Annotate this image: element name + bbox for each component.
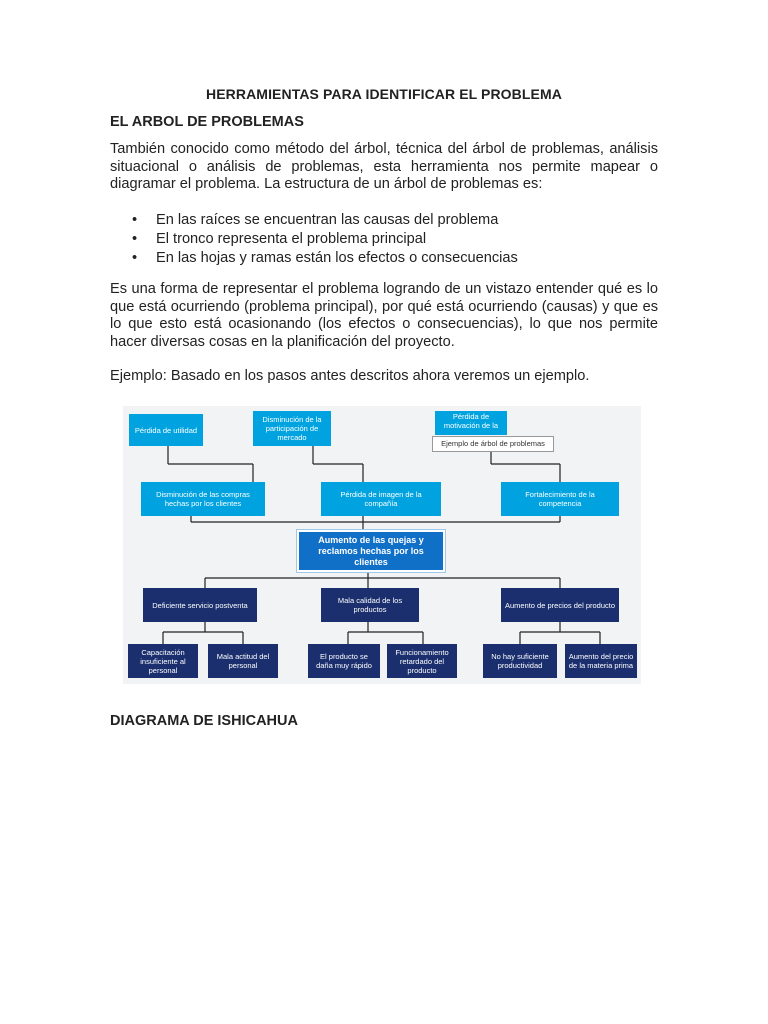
cause-box: Deficiente servicio postventa (143, 588, 257, 622)
document-title: HERRAMIENTAS PARA IDENTIFICAR EL PROBLEMA (206, 86, 562, 102)
bullet-icon: • (132, 212, 138, 228)
section-heading-arbol: EL ARBOL DE PROBLEMAS (110, 114, 304, 130)
sub-cause-box: Mala actitud del personal (208, 644, 278, 678)
main-problem-box: Aumento de las quejas y reclamos hechas por los clientes (297, 530, 445, 572)
list-item: • El tronco representa el problema principal (132, 231, 427, 247)
effect-box: Disminución de las compras hechas por los clientes (141, 482, 265, 516)
paragraph-example: Ejemplo: Basado en los pasos antes descritos ahora veremos un ejemplo. (110, 368, 590, 384)
sub-cause-box: El producto se daña muy rápido (308, 644, 380, 678)
sub-cause-box: No hay suficiente productividad (483, 644, 557, 678)
effect-box: Fortalecimiento de la competencia (501, 482, 619, 516)
paragraph-intro: También conocido como método del árbol, técnica del árbol de problemas, análisis situacional o análisis de problemas, esta herramienta nos permite mapear o diagramar el problema. La estructura de un árbol de problemas es: (110, 141, 658, 192)
cause-box: Aumento de precios del producto (501, 588, 619, 622)
sub-cause-box: Funcionamiento retardado del producto (387, 644, 457, 678)
bullet-list (110, 211, 518, 268)
top-effect-box: Pérdida de motivación de la (435, 411, 507, 435)
bullet-icon: • (132, 250, 138, 266)
sub-cause-box: Aumento del precio de la materia prima (565, 644, 637, 678)
effect-box: Pérdida de imagen de la compañía (321, 482, 441, 516)
top-effect-box: Pérdida de utilidad (129, 414, 203, 446)
list-item: • En las raíces se encuentran las causas del problema (132, 212, 499, 228)
problem-tree-diagram (123, 406, 641, 684)
top-effect-box: Disminución de la participación de mercado (253, 411, 331, 446)
list-item: • En las hojas y ramas están los efectos o consecuencias (132, 250, 518, 266)
sub-cause-box: Capacitación insuficiente al personal (128, 644, 198, 678)
cause-box: Mala calidad de los productos (321, 588, 419, 622)
paragraph-explanation: Es una forma de representar el problema logrando de un vistazo entender qué es lo que está ocurriendo (problema principal), por qué está ocurriendo (causas) y que es lo que esto está ocasionando (los efectos o consecuencias), lo que nos permite hacer diversas cosas en la planificación del proyecto. (110, 281, 658, 350)
section-heading-ishikawa: DIAGRAMA DE ISHICAHUA (110, 713, 298, 729)
diagram-tooltip: Ejemplo de árbol de problemas (432, 436, 554, 452)
bullet-icon: • (132, 231, 138, 247)
